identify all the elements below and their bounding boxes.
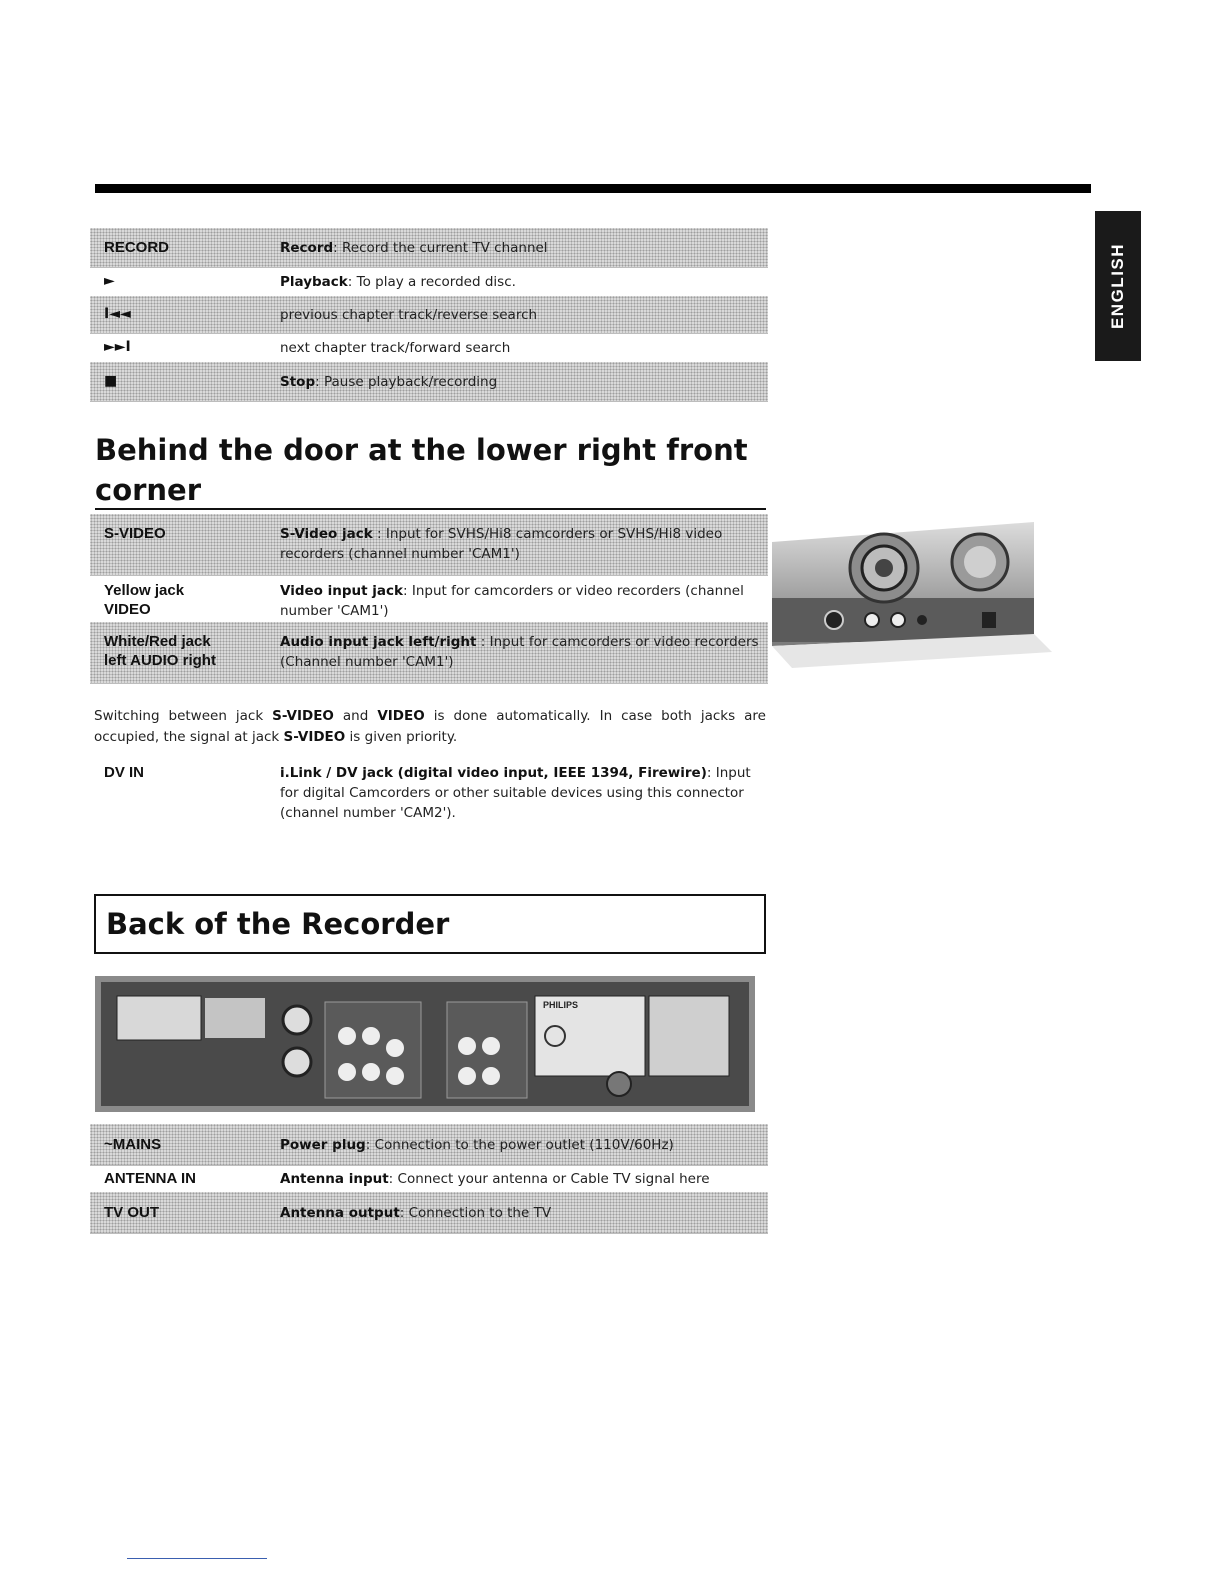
row-desc: Stop: Pause playback/recording bbox=[280, 374, 498, 390]
row-desc: Audio input jack left/right : Input for camcorders or video recorders (Channel number 'CAM1') bbox=[280, 634, 759, 670]
table-row bbox=[90, 296, 768, 334]
top-rule bbox=[95, 184, 1091, 193]
row-desc: Antenna input: Connect your antenna or Cable TV signal here bbox=[280, 1171, 710, 1187]
row-desc: previous chapter track/reverse search bbox=[280, 307, 538, 323]
row-desc: Antenna output: Connection to the TV bbox=[280, 1205, 552, 1221]
row-key: DV IN bbox=[104, 764, 145, 781]
back-panel-photo bbox=[95, 976, 755, 1112]
row-desc: Playback: To play a recorded disc. bbox=[280, 274, 516, 290]
table-row bbox=[90, 1124, 768, 1166]
row-key: Yellow jack VIDEO bbox=[104, 582, 185, 618]
row-key: ~MAINS bbox=[104, 1136, 162, 1153]
row-desc: Video input jack: Input for camcorders or video recorders (channel number 'CAM1') bbox=[280, 583, 744, 619]
row-desc: Record: Record the current TV channel bbox=[280, 240, 548, 256]
language-tab-label: ENGLISH bbox=[1108, 242, 1127, 330]
row-key: White/Red jack left AUDIO right bbox=[104, 633, 216, 669]
row-key: S-VIDEO bbox=[104, 525, 166, 542]
philips-logo: PHILIPS bbox=[543, 1000, 579, 1010]
row-desc: S-Video jack : Input for SVHS/Hi8 camcorders or SVHS/Hi8 video recorders (channel number 'CAM1') bbox=[280, 526, 723, 562]
door-jacks-table bbox=[90, 514, 768, 684]
table-row bbox=[90, 576, 768, 622]
table-row bbox=[90, 1166, 768, 1192]
table-row bbox=[90, 334, 768, 362]
section-title-front-door: Behind the door at the lower right front corner bbox=[95, 433, 748, 507]
dv-in-table bbox=[90, 763, 768, 827]
table-row bbox=[90, 514, 768, 576]
stop-icon: ■ bbox=[104, 373, 118, 389]
front-panel-table bbox=[90, 228, 768, 402]
play-icon: ► bbox=[104, 273, 115, 289]
row-desc: i.Link / DV jack (digital video input, IEEE 1394, Firewire): Input for digital Camcorders or other suitable devices using this connector (channel number 'CAM2'). bbox=[280, 765, 751, 821]
language-tab bbox=[1095, 211, 1141, 361]
row-key: ANTENNA IN bbox=[104, 1170, 196, 1187]
table-row bbox=[90, 763, 768, 827]
section-box-back bbox=[94, 894, 766, 954]
row-desc: next chapter track/forward search bbox=[280, 340, 511, 356]
section-rule bbox=[95, 508, 766, 510]
table-row bbox=[90, 622, 768, 684]
row-key: RECORD bbox=[104, 239, 170, 256]
section-title-back: Back of the Recorder bbox=[106, 907, 450, 941]
table-row bbox=[90, 362, 768, 402]
table-row bbox=[90, 268, 768, 296]
previous-track-icon: I◄◄ bbox=[104, 306, 131, 322]
table-row bbox=[90, 1192, 768, 1234]
next-track-icon: ►►I bbox=[104, 339, 131, 355]
footer-rule bbox=[127, 1558, 267, 1559]
row-desc: Power plug: Connection to the power outlet (110V/60Hz) bbox=[280, 1137, 674, 1153]
back-connectors-table bbox=[90, 1124, 768, 1234]
table-row bbox=[90, 228, 768, 268]
front-jacks-photo bbox=[772, 522, 1052, 676]
switching-note: Switching between jack S-VIDEO and VIDEO is done automatically. In case both jacks are occupied, the signal at jack S-VIDEO is given priority. bbox=[94, 708, 766, 745]
row-key: TV OUT bbox=[104, 1204, 159, 1221]
